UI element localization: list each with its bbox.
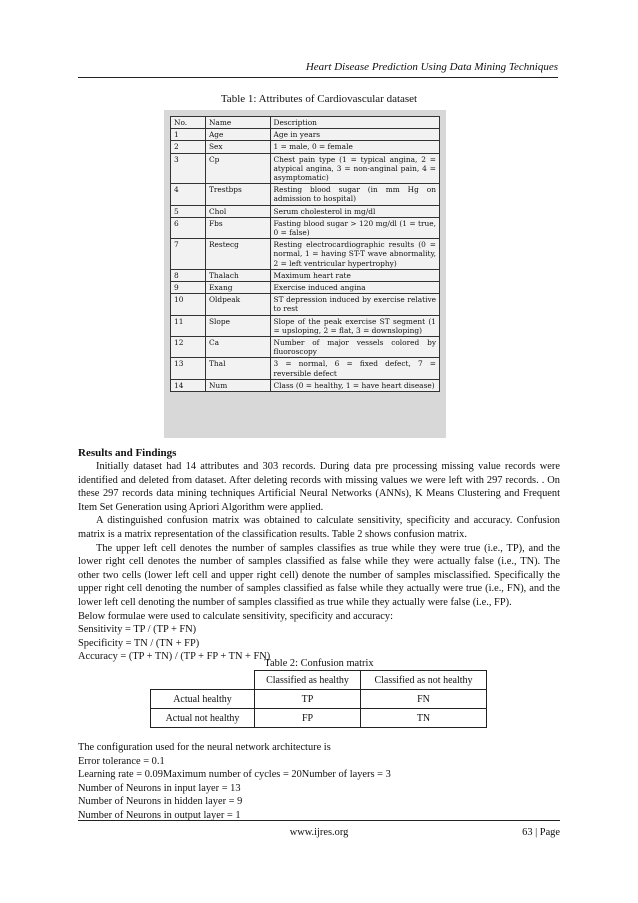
cell-name: Thal bbox=[205, 358, 270, 379]
cell-name: Oldpeak bbox=[205, 294, 270, 315]
cell-no: 13 bbox=[171, 358, 206, 379]
header-name: Name bbox=[205, 117, 270, 129]
table-row bbox=[151, 709, 487, 728]
cell-desc: Number of major vessels colored by fluoroscopy bbox=[270, 337, 439, 358]
cell-name: Thalach bbox=[205, 269, 270, 281]
cell-name: Ca bbox=[205, 337, 270, 358]
table1-caption: Table 1: Attributes of Cardiovascular dataset bbox=[220, 93, 418, 105]
config-line: Error tolerance = 0.1 bbox=[78, 755, 165, 767]
row-label: Actual not healthy bbox=[151, 709, 255, 728]
cell-name: Num bbox=[205, 379, 270, 391]
cell-desc: Class (0 = healthy, 1 = have heart disease) bbox=[270, 379, 439, 391]
table-row bbox=[151, 690, 487, 709]
cell-no: 14 bbox=[171, 379, 206, 391]
cell-desc: Slope of the peak exercise ST segment (1 = upsloping, 2 = flat, 3 = downsloping) bbox=[270, 315, 439, 336]
cell-desc: Serum cholesterol in mg/dl bbox=[270, 205, 439, 217]
table-row bbox=[171, 294, 440, 315]
table-row bbox=[171, 153, 440, 184]
table-header-row bbox=[171, 117, 440, 129]
header-classified-healthy: Classified as healthy bbox=[255, 671, 361, 690]
table2-caption: Table 2: Confusion matrix bbox=[264, 658, 374, 669]
paragraph: A distinguished confusion matrix was obtained to calculate sensitivity, specificity and accuracy. Confusion matrix is a matrix representation of the classification results. Table 2 shows confusion matrix. bbox=[78, 515, 560, 540]
cell-desc: Maximum heart rate bbox=[270, 269, 439, 281]
cell-fn: FN bbox=[361, 690, 487, 709]
formula-sensitivity: Sensitivity = TP / (TP + FN) bbox=[78, 624, 197, 636]
footer-url: www.ijres.org bbox=[289, 827, 349, 838]
config-line: Number of Neurons in input layer = 13 bbox=[78, 782, 241, 794]
table-row bbox=[171, 269, 440, 281]
attributes-table bbox=[170, 116, 440, 392]
cell-name: Exang bbox=[205, 282, 270, 294]
cell-name: Trestbps bbox=[205, 184, 270, 205]
empty-corner-cell bbox=[151, 671, 255, 690]
paragraph: The upper left cell denotes the number of samples classifies as true while they were true (i.e., TP), and the lower right cell denotes the number of samples classified as false while they were actually false (i.e., TN). The other two cells (lower left cell and upper right cell) denote the number of samples misclassified. Specifically the upper right cell denoting the number of samples classified as false while they actually were true (i.e., FN), and the lower left cell denoting the number of samples classified as true while they actually were false (i.e., FP). bbox=[78, 542, 560, 608]
section-heading: Results and Findings bbox=[78, 447, 177, 459]
cell-name: Cp bbox=[205, 153, 270, 184]
cell-tp: TP bbox=[255, 690, 361, 709]
table-row bbox=[171, 282, 440, 294]
formula-specificity: Specificity = TN / (TN + FP) bbox=[78, 637, 200, 649]
cell-desc: 3 = normal, 6 = fixed defect, 7 = reversible defect bbox=[270, 358, 439, 379]
cell-no: 7 bbox=[171, 239, 206, 270]
table-row bbox=[171, 379, 440, 391]
formula-accuracy: Accuracy = (TP + TN) / (TP + FP + TN + FN) bbox=[78, 651, 271, 663]
cell-name: Age bbox=[205, 129, 270, 141]
cell-desc: Resting blood sugar (in mm Hg on admission to hospital) bbox=[270, 184, 439, 205]
cell-no: 2 bbox=[171, 141, 206, 153]
cell-fp: FP bbox=[255, 709, 361, 728]
config-intro: The configuration used for the neural network architecture is bbox=[78, 742, 331, 753]
section-body bbox=[78, 460, 560, 664]
table-row bbox=[171, 337, 440, 358]
cell-no: 3 bbox=[171, 153, 206, 184]
cell-no: 5 bbox=[171, 205, 206, 217]
cell-no: 10 bbox=[171, 294, 206, 315]
config-line: Number of Neurons in hidden layer = 9 bbox=[78, 796, 243, 808]
config-line: Number of Neurons in output layer = 1 bbox=[78, 809, 241, 821]
row-label: Actual healthy bbox=[151, 690, 255, 709]
cell-desc: Resting electrocardiographic results (0 = normal, 1 = having ST-T wave abnormality, 2 = left ventricular hypertrophy) bbox=[270, 239, 439, 270]
cell-name: Chol bbox=[205, 205, 270, 217]
cell-no: 9 bbox=[171, 282, 206, 294]
cell-desc: Exercise induced angina bbox=[270, 282, 439, 294]
running-head: Heart Disease Prediction Using Data Mining Techniques bbox=[78, 61, 558, 78]
cell-name: Sex bbox=[205, 141, 270, 153]
cell-desc: Chest pain type (1 = typical angina, 2 = atypical angina, 3 = non-anginal pain, 4 = asymptomatic) bbox=[270, 153, 439, 184]
table-row bbox=[171, 141, 440, 153]
cell-desc: ST depression induced by exercise relative to rest bbox=[270, 294, 439, 315]
cell-name: Slope bbox=[205, 315, 270, 336]
cell-desc: Fasting blood sugar > 120 mg/dl (1 = true, 0 = false) bbox=[270, 217, 439, 238]
table-row bbox=[171, 129, 440, 141]
header-classified-not-healthy: Classified as not healthy bbox=[361, 671, 487, 690]
cell-no: 4 bbox=[171, 184, 206, 205]
paragraph: Initially dataset had 14 attributes and 303 records. During data pre processing missing value records were identified and deleted from dataset. After deleting records with missing values we were left with 297 records. . On these 297 records data mining techniques Artificial Neural Networks (ANNs), K Means Clustering and Frequent Item Set Generation using Apriori Algorithm were applied. bbox=[78, 461, 560, 513]
table-row bbox=[171, 239, 440, 270]
header-no: No. bbox=[171, 117, 206, 129]
cell-no: 11 bbox=[171, 315, 206, 336]
cell-desc: Age in years bbox=[270, 129, 439, 141]
confusion-matrix-table bbox=[150, 670, 487, 728]
cell-no: 8 bbox=[171, 269, 206, 281]
page-number: 63 | Page bbox=[522, 827, 560, 838]
page-footer bbox=[78, 820, 560, 843]
table-row bbox=[171, 358, 440, 379]
table-row bbox=[171, 205, 440, 217]
table-row bbox=[171, 217, 440, 238]
cell-tn: TN bbox=[361, 709, 487, 728]
table-row bbox=[171, 315, 440, 336]
cell-name: Restecg bbox=[205, 239, 270, 270]
config-line: Learning rate = 0.09Maximum number of cycles = 20Number of layers = 3 bbox=[78, 769, 391, 781]
table-row bbox=[171, 184, 440, 205]
cell-no: 6 bbox=[171, 217, 206, 238]
cell-no: 1 bbox=[171, 129, 206, 141]
cell-no: 12 bbox=[171, 337, 206, 358]
cell-desc: 1 = male, 0 = female bbox=[270, 141, 439, 153]
cell-name: Fbs bbox=[205, 217, 270, 238]
table1-image bbox=[164, 110, 446, 438]
table-header-row bbox=[151, 671, 487, 690]
header-description: Description bbox=[270, 117, 439, 129]
formula-intro: Below formulae were used to calculate sensitivity, specificity and accuracy: bbox=[78, 610, 393, 622]
nn-config bbox=[78, 741, 560, 823]
